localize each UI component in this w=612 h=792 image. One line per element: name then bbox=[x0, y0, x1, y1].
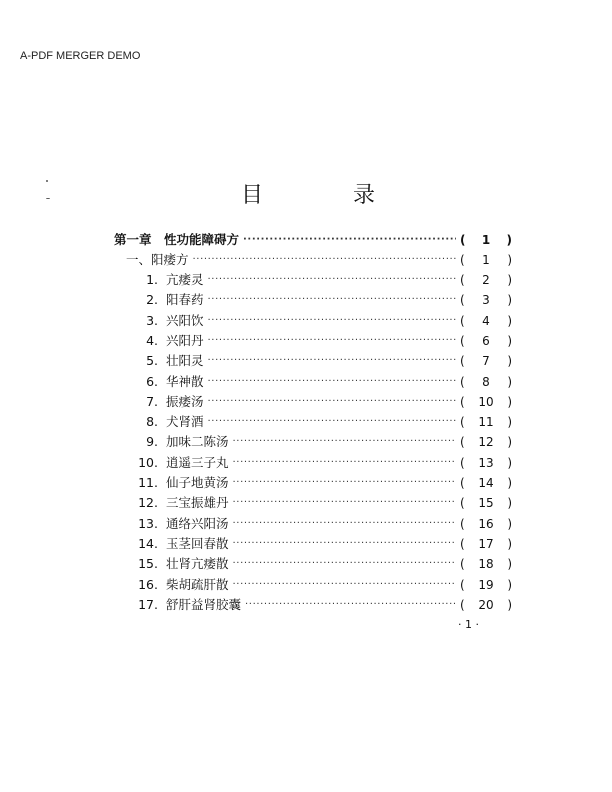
section-label: 一、阳痿方 bbox=[126, 252, 189, 267]
toc-entry[interactable] bbox=[134, 270, 512, 290]
entry-number: 3. bbox=[146, 312, 158, 328]
entry-number: 13. bbox=[138, 515, 158, 531]
page-ref: ( 20 ) bbox=[460, 597, 512, 612]
entry-label: 犬肾酒 bbox=[166, 414, 204, 430]
entry-label: 三宝振雄丹 bbox=[166, 495, 229, 511]
page-ref: ( 17 ) bbox=[460, 536, 512, 551]
leader-dots bbox=[208, 270, 456, 290]
page-ref: ( 3 ) bbox=[460, 293, 512, 308]
toc-entry[interactable] bbox=[134, 311, 512, 331]
entry-label: 柴胡疏肝散 bbox=[166, 576, 229, 592]
page-title: 目 录 bbox=[240, 183, 409, 208]
page-number: · 1 · bbox=[458, 618, 479, 631]
leader-dots bbox=[243, 230, 456, 250]
entry-number: 12. bbox=[138, 495, 158, 511]
leader-dots bbox=[233, 534, 456, 554]
leader-dots bbox=[233, 453, 456, 473]
leader-dots bbox=[233, 473, 456, 493]
toc-entry[interactable] bbox=[134, 493, 512, 513]
leader-dots bbox=[193, 250, 456, 270]
entry-label: 仙子地黄汤 bbox=[166, 475, 229, 490]
toc-entry[interactable] bbox=[134, 534, 512, 554]
entry-number: 17. bbox=[138, 596, 158, 612]
toc-entry[interactable] bbox=[134, 554, 512, 574]
page-ref: ( 10 ) bbox=[460, 394, 512, 409]
toc-entry[interactable] bbox=[134, 412, 512, 432]
page-ref: ( 11 ) bbox=[460, 415, 512, 430]
leader-dots bbox=[233, 514, 456, 534]
page-ref: ( 7 ) bbox=[460, 354, 512, 369]
page-ref: ( 6 ) bbox=[460, 333, 512, 348]
leader-dots bbox=[208, 412, 456, 432]
leader-dots bbox=[233, 575, 456, 595]
entry-label: 加味二陈汤 bbox=[166, 434, 229, 450]
entry-label: 阳春药 bbox=[166, 292, 204, 308]
watermark: A-PDF MERGER DEMO bbox=[20, 50, 141, 62]
toc-entry[interactable] bbox=[134, 372, 512, 392]
entry-number: 14. bbox=[138, 535, 158, 551]
entry-label: 华神散 bbox=[166, 373, 204, 389]
entry-number: 4. bbox=[146, 332, 158, 348]
entry-label: 振痿汤 bbox=[166, 393, 204, 409]
page-ref: ( 15 ) bbox=[460, 496, 512, 511]
toc-section[interactable] bbox=[126, 250, 512, 270]
leader-dots bbox=[208, 311, 456, 331]
entry-number: 10. bbox=[138, 454, 158, 470]
toc-entry[interactable] bbox=[134, 392, 512, 412]
toc-entry[interactable] bbox=[134, 595, 512, 615]
entry-label: 逍遥三子丸 bbox=[166, 454, 229, 470]
entry-label: 兴阳饮 bbox=[166, 312, 204, 328]
leader-dots bbox=[208, 351, 456, 371]
toc-entry[interactable] bbox=[134, 473, 512, 493]
toc-entry[interactable] bbox=[134, 432, 512, 452]
entry-label: 兴阳丹 bbox=[166, 332, 204, 348]
page-ref: ( 1 ) bbox=[460, 233, 512, 247]
toc-entry[interactable] bbox=[134, 351, 512, 371]
entry-number: 7. bbox=[146, 393, 158, 409]
entry-number: 2. bbox=[146, 292, 158, 308]
entry-number: 5. bbox=[146, 353, 158, 369]
toc-entry[interactable] bbox=[134, 453, 512, 473]
entry-number: 11. bbox=[138, 475, 158, 490]
toc-entry[interactable] bbox=[134, 575, 512, 595]
toc-chapter[interactable] bbox=[114, 230, 512, 250]
entry-number: 8. bbox=[146, 414, 158, 430]
toc-entry[interactable] bbox=[134, 514, 512, 534]
entry-label: 玉茎回春散 bbox=[166, 535, 229, 551]
entry-label: 亢痿灵 bbox=[166, 272, 204, 287]
leader-dots bbox=[208, 392, 456, 412]
entry-label: 壮肾亢痿散 bbox=[166, 556, 229, 572]
leader-dots bbox=[233, 493, 456, 513]
entry-number: 1. bbox=[146, 272, 158, 287]
page-ref: ( 16 ) bbox=[460, 516, 512, 531]
page-ref: ( 1 ) bbox=[460, 253, 512, 267]
page-ref: ( 18 ) bbox=[460, 557, 512, 572]
leader-dots bbox=[245, 595, 456, 615]
page-ref: ( 19 ) bbox=[460, 577, 512, 592]
entry-label: 通络兴阳汤 bbox=[166, 515, 229, 531]
page-ref: ( 14 ) bbox=[460, 476, 512, 490]
entry-number: 15. bbox=[138, 556, 158, 572]
entry-label: 壮阳灵 bbox=[166, 353, 204, 369]
entry-number: 6. bbox=[146, 373, 158, 389]
page-ref: ( 2 ) bbox=[460, 273, 512, 287]
toc-entry[interactable] bbox=[134, 290, 512, 310]
page-ref: ( 4 ) bbox=[460, 313, 512, 328]
chapter-label: 第一章 性功能障碍方 bbox=[114, 232, 240, 247]
entry-number: 16. bbox=[138, 576, 158, 592]
toc-entry[interactable] bbox=[134, 331, 512, 351]
page-ref: ( 12 ) bbox=[460, 435, 512, 450]
page-ref: ( 8 ) bbox=[460, 374, 512, 389]
entry-label: 舒肝益肾胶囊 bbox=[166, 596, 242, 612]
entry-number: 9. bbox=[146, 434, 158, 450]
leader-dots bbox=[208, 290, 456, 310]
page-ref: ( 13 ) bbox=[460, 455, 512, 470]
leader-dots bbox=[233, 432, 456, 452]
leader-dots bbox=[208, 372, 456, 392]
leader-dots bbox=[208, 331, 456, 351]
leader-dots bbox=[233, 554, 456, 574]
